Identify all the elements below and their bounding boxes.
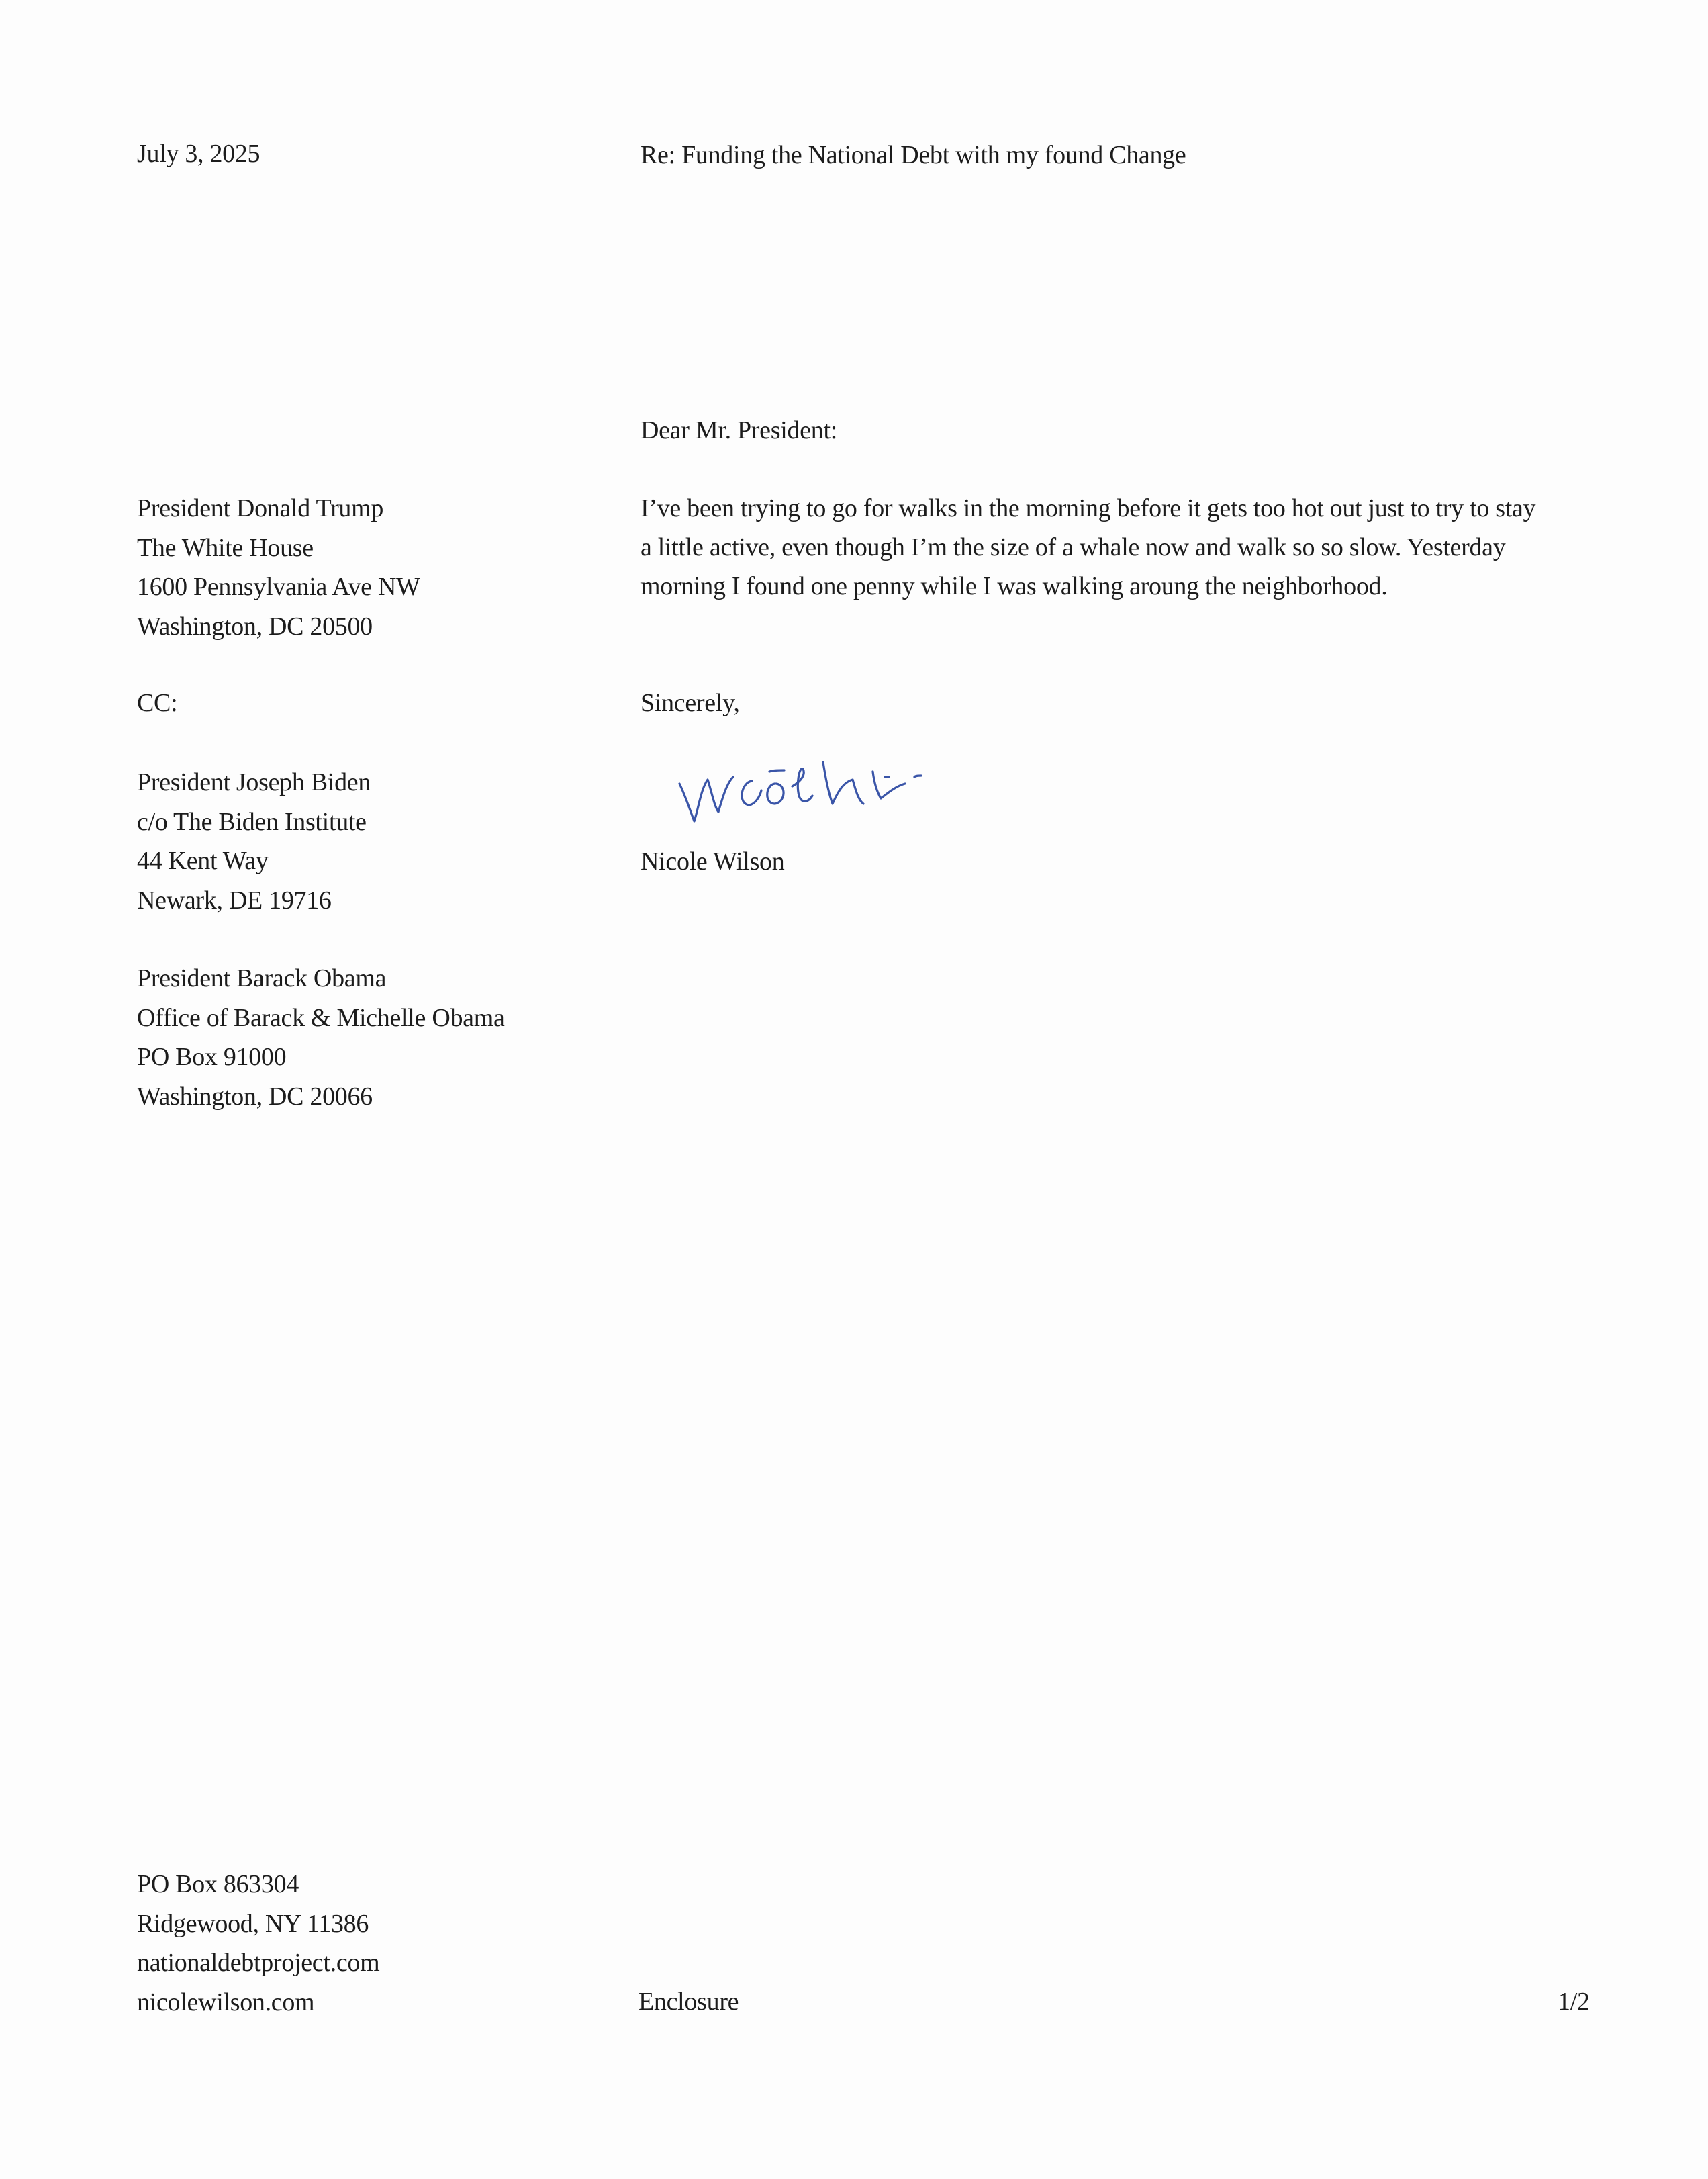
sender-website: nationaldebtproject.com <box>137 1949 380 1977</box>
cc-street: 44 Kent Way <box>137 847 269 875</box>
sender-po-box: PO Box 863304 <box>137 1870 299 1898</box>
cc-city: Washington, DC 20066 <box>137 1082 373 1111</box>
enclosure-note: Enclosure <box>638 1988 739 2016</box>
letter-body: I’ve been trying to go for walks in the morning before it gets too hot out just to try to stay a little active, even though I’m the size of a whale now and walk so so slow. Yesterday morning I found one penny while I was walking aroung the neighborhood. <box>640 494 1536 600</box>
sender-website: nicolewilson.com <box>137 1988 315 2016</box>
cc-city: Newark, DE 19716 <box>137 886 332 915</box>
letter-subject: Re: Funding the National Debt with my found Change <box>640 141 1186 169</box>
cc-address <box>137 959 505 1116</box>
closing: Sincerely, <box>640 689 740 717</box>
recipient-city: Washington, DC 20500 <box>137 612 373 641</box>
cc-label: CC: <box>137 689 178 717</box>
page-number: 1/2 <box>1558 1988 1590 2016</box>
recipient-address <box>137 489 420 646</box>
signer-name: Nicole Wilson <box>640 847 785 876</box>
cc-address <box>137 763 371 920</box>
cc-street: PO Box 91000 <box>137 1043 287 1071</box>
recipient-name: President Donald Trump <box>137 494 384 522</box>
handwritten-signature <box>671 742 987 836</box>
cc-name: President Joseph Biden <box>137 768 371 796</box>
letter-date: July 3, 2025 <box>137 140 260 168</box>
recipient-street: 1600 Pennsylvania Ave NW <box>137 573 420 601</box>
salutation: Dear Mr. President: <box>640 416 837 445</box>
sender-city: Ridgewood, NY 11386 <box>137 1909 369 1938</box>
sender-address <box>137 1865 379 2022</box>
recipient-line2: The White House <box>137 533 314 562</box>
cc-line2: c/o The Biden Institute <box>137 807 367 836</box>
cc-line2: Office of Barack & Michelle Obama <box>137 1003 505 1032</box>
cc-name: President Barack Obama <box>137 964 387 992</box>
